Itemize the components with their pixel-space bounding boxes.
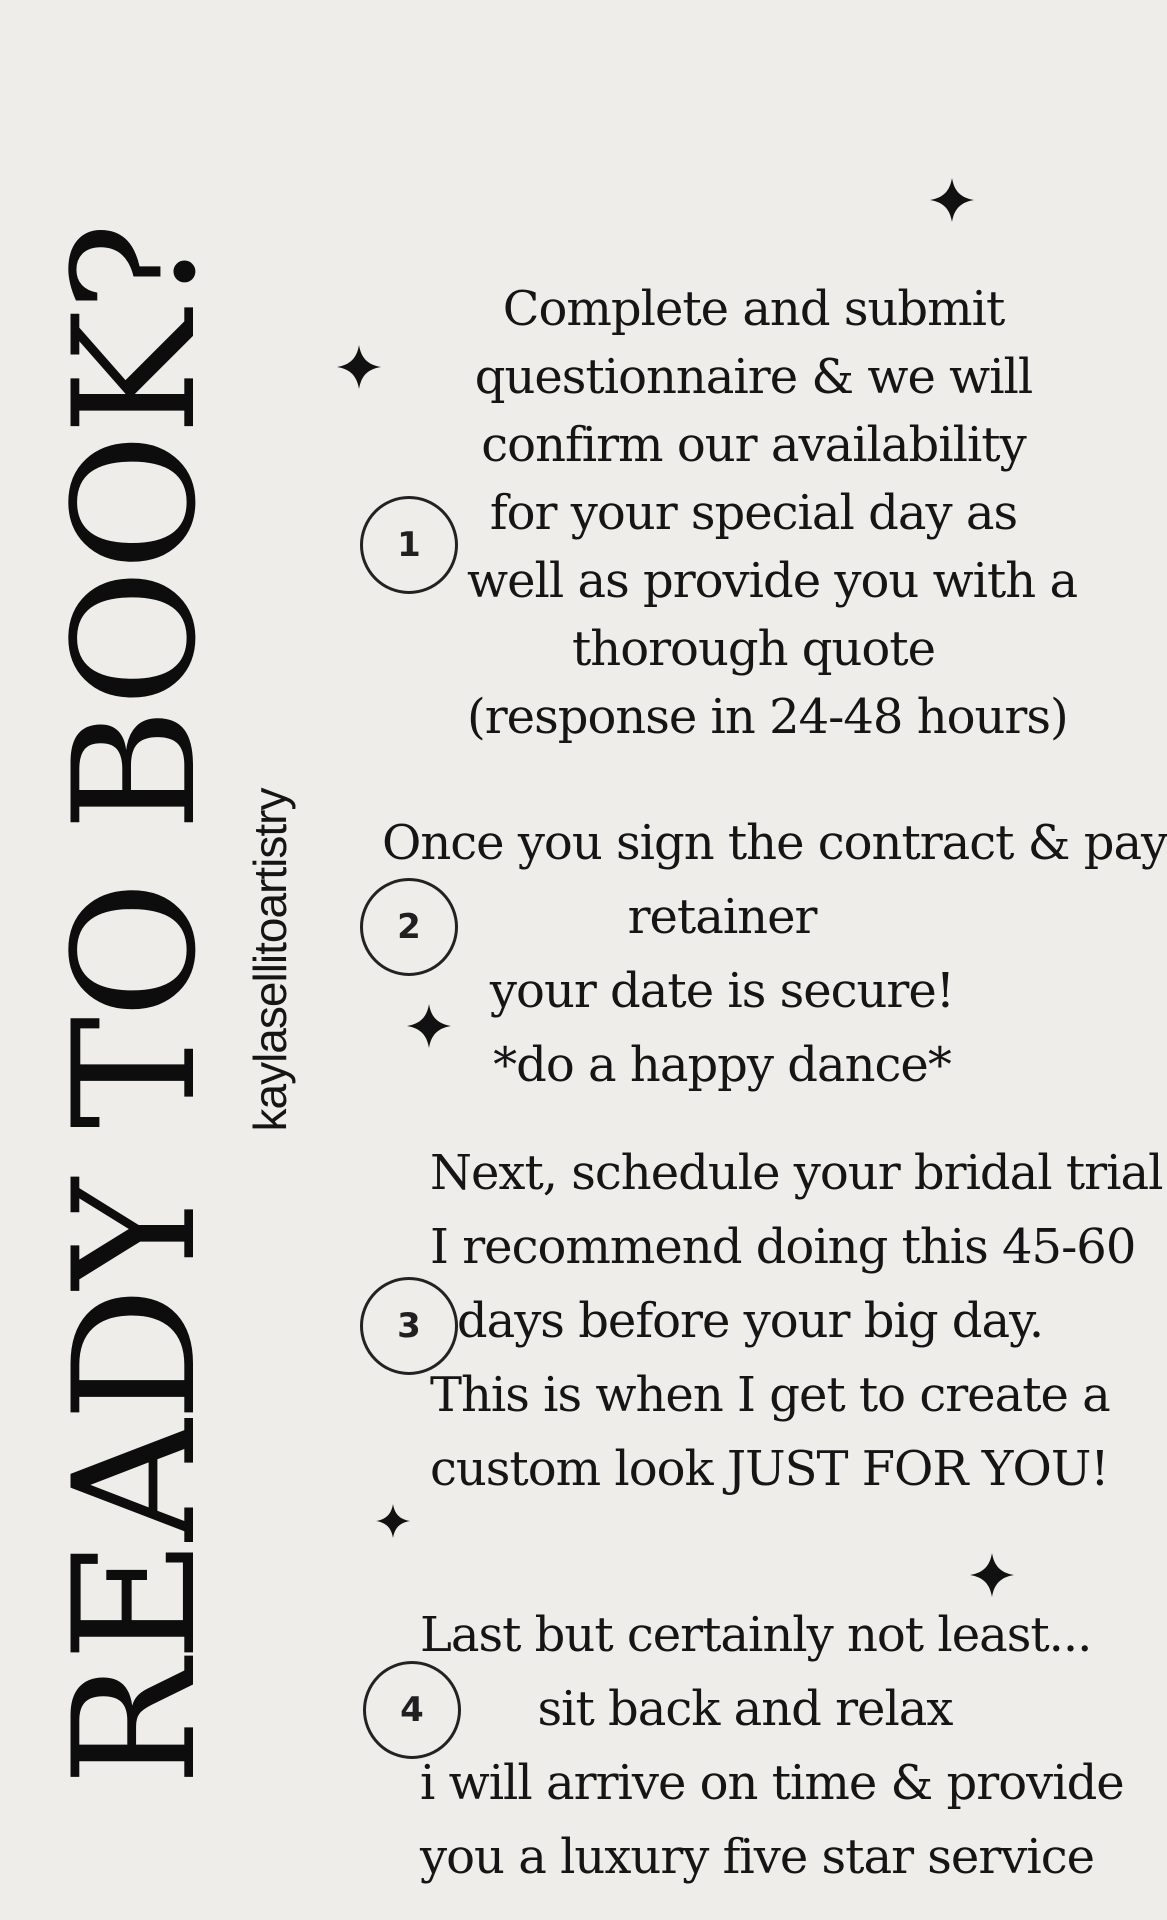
step-number-1: 1 bbox=[360, 496, 458, 594]
step-4-line: you a luxury five star service bbox=[420, 1829, 1095, 1885]
step-4-line: Last but certainly not least... bbox=[420, 1607, 1092, 1663]
step-1-line: well as provide you with a bbox=[467, 553, 1078, 609]
sparkle-icon bbox=[970, 1553, 1014, 1597]
sparkle-icon bbox=[376, 1504, 410, 1538]
step-2-line: retainer bbox=[627, 889, 817, 945]
step-3-line: custom look JUST FOR YOU! bbox=[430, 1441, 1109, 1497]
step-1-line: thorough quote bbox=[572, 621, 935, 677]
step-2-description bbox=[382, 806, 1167, 1102]
step-4-line: i will arrive on time & provide bbox=[420, 1755, 1124, 1811]
step-3-description bbox=[430, 1136, 1163, 1506]
step-2-line: *do a happy dance* bbox=[493, 1037, 951, 1093]
step-3-line: days before your big day. bbox=[456, 1293, 1044, 1349]
step-number-4: 4 bbox=[363, 1661, 461, 1759]
step-1-line: confirm our availability bbox=[481, 417, 1026, 473]
step-2-line: Once you sign the contract & pay bbox=[382, 815, 1167, 871]
sparkle-icon bbox=[930, 178, 974, 222]
ready-to-book-heading: READY TO BOOK? bbox=[37, 223, 233, 1787]
step-1-line: questionnaire & we will bbox=[474, 349, 1033, 405]
step-1-line: (response in 24-48 hours) bbox=[467, 689, 1068, 745]
step-number-3: 3 bbox=[360, 1277, 458, 1375]
step-4-description bbox=[420, 1598, 1124, 1894]
step-2-line: your date is secure! bbox=[489, 963, 955, 1019]
step-4-line: sit back and relax bbox=[537, 1681, 953, 1737]
step-1-line: for your special day as bbox=[489, 485, 1018, 541]
step-3-line: I recommend doing this 45-60 bbox=[430, 1219, 1136, 1275]
step-number-2: 2 bbox=[360, 878, 458, 976]
brand-handle: kaylasellitoartistry bbox=[244, 788, 296, 1132]
step-3-line: This is when I get to create a bbox=[430, 1367, 1110, 1423]
step-1-line: Complete and submit bbox=[502, 281, 1005, 337]
sparkle-icon bbox=[337, 345, 381, 389]
step-3-line: Next, schedule your bridal trial bbox=[430, 1145, 1163, 1201]
step-1-description bbox=[467, 275, 1078, 751]
